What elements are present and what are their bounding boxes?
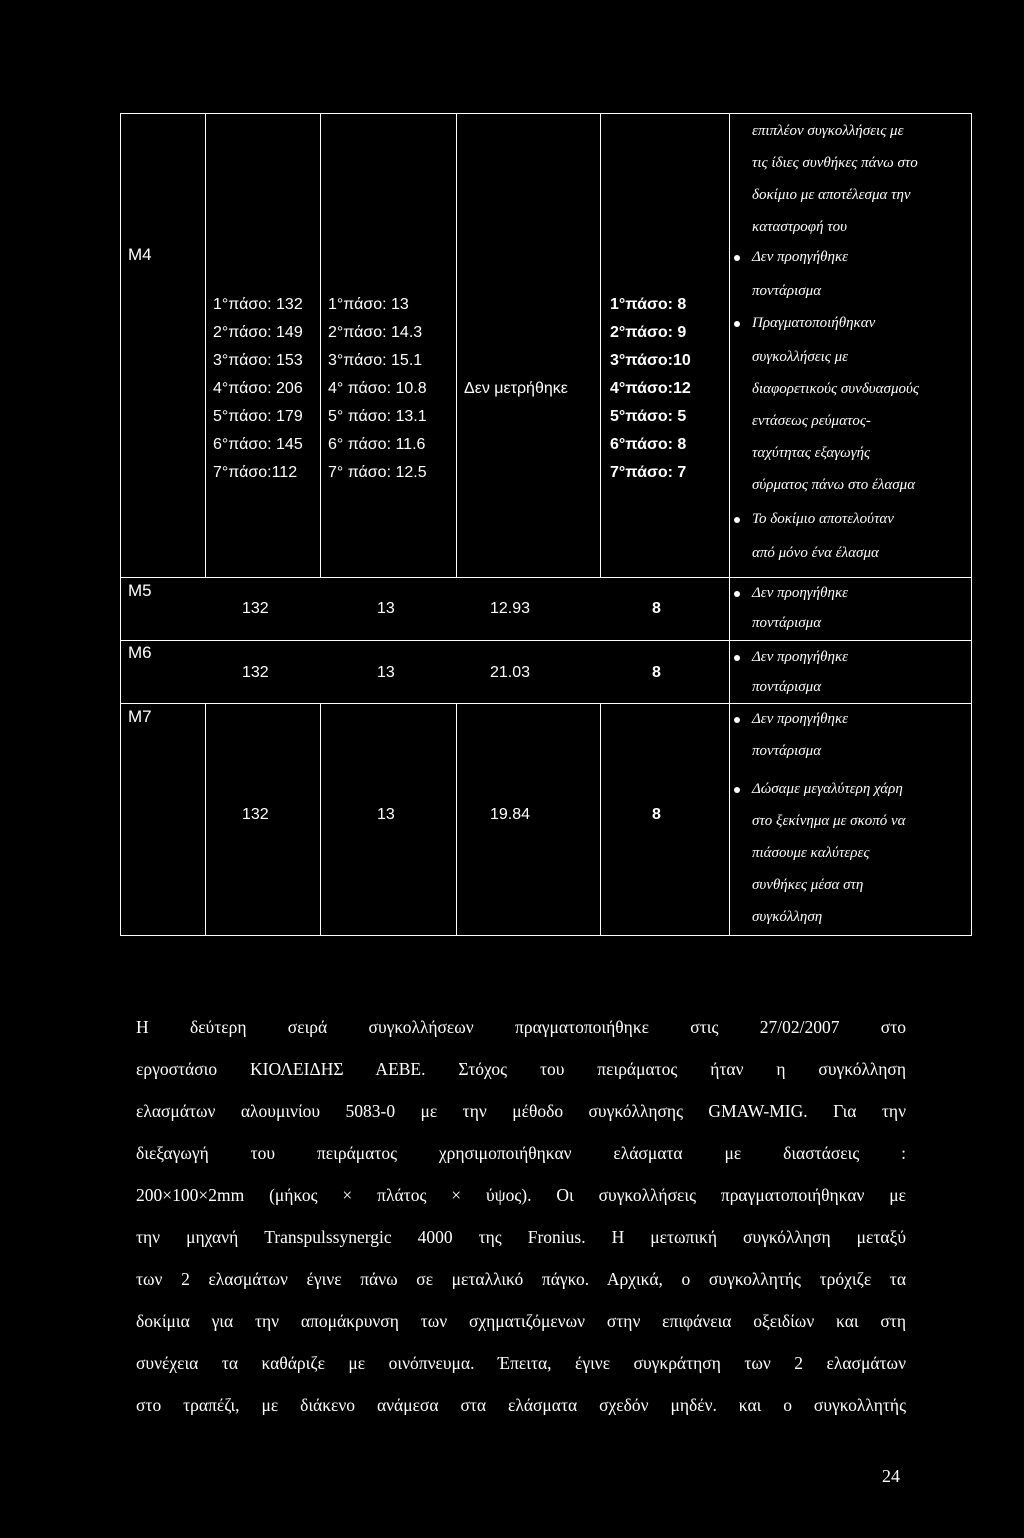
m7-col2: 13	[377, 806, 395, 823]
table-col-divider	[729, 113, 730, 935]
bullet-icon	[734, 717, 740, 723]
m4-note: διαφορετικούς συνδυασμούς	[752, 381, 919, 397]
m4-col4: 7°πάσο: 7	[610, 464, 687, 481]
m7-note: Δώσαμε μεγαλύτερη χάρη	[752, 781, 903, 797]
table-col-divider	[456, 113, 457, 577]
top-note: τις ίδιες συνθήκες πάνω στο	[752, 155, 918, 171]
bullet-icon	[734, 321, 740, 327]
m4-col4: 4°πάσο:12	[610, 380, 691, 397]
m6-col2: 13	[377, 664, 395, 681]
m4-col4: 3°πάσο:10	[610, 352, 691, 369]
table-col-divider	[205, 113, 206, 577]
m4-note: Δεν προηγήθηκε	[752, 249, 849, 265]
table-border-bottom	[120, 935, 972, 936]
paragraph-line: εργοστάσιο ΚΙΟΛΕΙΔΗΣ ΑΕΒΕ. Στόχος του πειράματος ήταν η συγκόλληση	[136, 1059, 906, 1079]
m4-col1: 2°πάσο: 149	[213, 324, 303, 341]
m4-note: από μόνο ένα έλασμα	[752, 545, 879, 561]
paragraph-line: την μηχανή Transpulssynergic 4000 της Fronius. Η μετωπική συγκόλληση μεταξύ	[136, 1227, 906, 1247]
welding-table	[120, 113, 972, 935]
m7-note: Δεν προηγήθηκε	[752, 711, 849, 727]
m7-col4: 8	[652, 806, 661, 823]
bullet-icon	[734, 591, 740, 597]
paragraph-line: στο τραπέζι, με διάκενο ανάμεσα στα ελάσματα σχεδόν μηδέν. και ο συγκολλητής	[136, 1395, 906, 1415]
row-label-m4: M4	[128, 245, 152, 264]
table-row-divider	[120, 577, 972, 578]
m5-col2: 13	[377, 600, 395, 617]
m6-col1: 132	[242, 664, 269, 681]
m5-col4: 8	[652, 600, 661, 617]
m7-note: συνθήκες μέσα στη	[752, 877, 864, 893]
m4-col1: 6°πάσο: 145	[213, 436, 303, 453]
table-row-divider	[120, 640, 972, 641]
table-row-divider	[120, 703, 972, 704]
m4-col3: Δεν μετρήθηκε	[464, 380, 568, 397]
table-col-divider	[120, 113, 121, 935]
paragraph-line: 200×100×2mm (μήκος × πλάτος × ύψος). Οι συγκολλήσεις πραγματοποιήθηκαν με	[136, 1185, 906, 1205]
row-label-m7: M7	[128, 707, 152, 726]
table-col-divider	[320, 113, 321, 577]
m4-col2: 6° πάσο: 11.6	[328, 436, 426, 453]
m4-note: σύρματος πάνω στο έλασμα	[752, 477, 916, 493]
m4-col1: 3°πάσο: 153	[213, 352, 303, 369]
paragraph-line: των 2 ελασμάτων έγινε πάνω σε μεταλλικό πάγκο. Αρχικά, ο συγκολλητής τρόχιζε τα	[136, 1269, 906, 1289]
m7-col1: 132	[242, 806, 269, 823]
m6-note: Δεν προηγήθηκε	[752, 649, 849, 665]
top-note: δοκίμιο με αποτέλεσμα την	[752, 187, 911, 203]
m7-note: στο ξεκίνημα με σκοπό να	[752, 813, 906, 829]
m4-col1: 4°πάσο: 206	[213, 380, 303, 397]
table-border-top	[120, 113, 972, 114]
table-col-divider	[320, 703, 321, 935]
m4-col4: 5°πάσο: 5	[610, 408, 687, 425]
m4-col1: 1°πάσο: 132	[213, 296, 303, 313]
m5-col3: 12.93	[490, 600, 531, 617]
table-border-right	[971, 113, 972, 935]
top-note: καταστροφή του	[752, 219, 848, 235]
m4-col2: 3°πάσο: 15.1	[328, 352, 423, 369]
m6-col4: 8	[652, 664, 661, 681]
m4-col4: 2°πάσο: 9	[610, 324, 687, 341]
m5-col1: 132	[242, 600, 269, 617]
m4-note: ταχύτητας εξαγωγής	[752, 445, 871, 461]
page-number: 24	[882, 1466, 900, 1486]
m4-col2: 1°πάσο: 13	[328, 296, 409, 313]
m6-col3: 21.03	[490, 664, 531, 681]
paragraph-line: ελασμάτων αλουμινίου 5083-0 με την μέθοδο συγκόλλησης GMAW-MIG. Για την	[136, 1101, 906, 1121]
m4-col2: 4° πάσο: 10.8	[328, 380, 427, 397]
m5-note: ποντάρισμα	[752, 615, 822, 631]
paragraph-line: συνέχεια τα καθάριζε με οινόπνευμα. Έπειτα, έγινε συγκράτηση των 2 ελασμάτων	[136, 1353, 906, 1373]
row-label-m5: M5	[128, 581, 152, 600]
bullet-icon	[734, 255, 740, 261]
m4-col4: 1°πάσο: 8	[610, 296, 687, 313]
m4-col4: 6°πάσο: 8	[610, 436, 687, 453]
table-col-divider	[600, 113, 601, 577]
m4-col1: 5°πάσο: 179	[213, 408, 303, 425]
table-col-divider	[600, 703, 601, 935]
m4-note: συγκολλήσεις με	[752, 349, 849, 365]
m7-note: συγκόλληση	[752, 909, 823, 925]
row-label-m6: M6	[128, 643, 152, 662]
table-col-divider	[456, 703, 457, 935]
paragraph-line: Η δεύτερη σειρά συγκολλήσεων πραγματοποιήθηκε στις 27/02/2007 στο	[136, 1017, 906, 1037]
m4-note: Πραγματοποιήθηκαν	[752, 315, 876, 331]
table-col-divider	[205, 703, 206, 935]
m7-col3: 19.84	[490, 806, 531, 823]
m6-note: ποντάρισμα	[752, 679, 822, 695]
m4-col2: 5° πάσο: 13.1	[328, 408, 427, 425]
m7-note: ποντάρισμα	[752, 743, 822, 759]
m4-col2: 7° πάσο: 12.5	[328, 464, 427, 481]
paragraph-line: δοκίμια για την απομάκρυνση των σχηματιζόμενων στην επιφάνεια οξειδίων και στη	[136, 1311, 906, 1331]
m7-note: πιάσουμε καλύτερες	[752, 845, 870, 861]
top-note: επιπλέον συγκολλήσεις με	[752, 123, 904, 139]
bullet-icon	[734, 787, 740, 793]
m4-note: εντάσεως ρεύματος-	[752, 413, 871, 429]
bullet-icon	[734, 655, 740, 661]
m4-col1: 7°πάσο:112	[213, 464, 298, 481]
m5-note: Δεν προηγήθηκε	[752, 585, 849, 601]
m4-note: ποντάρισμα	[752, 283, 822, 299]
m4-col2: 2°πάσο: 14.3	[328, 324, 423, 341]
paragraph-line: διεξαγωγή του πειράματος χρησιμοποιήθηκαν ελάσματα με διαστάσεις :	[136, 1143, 906, 1163]
bullet-icon	[734, 517, 740, 523]
m4-note: Το δοκίμιο αποτελούταν	[752, 511, 894, 527]
